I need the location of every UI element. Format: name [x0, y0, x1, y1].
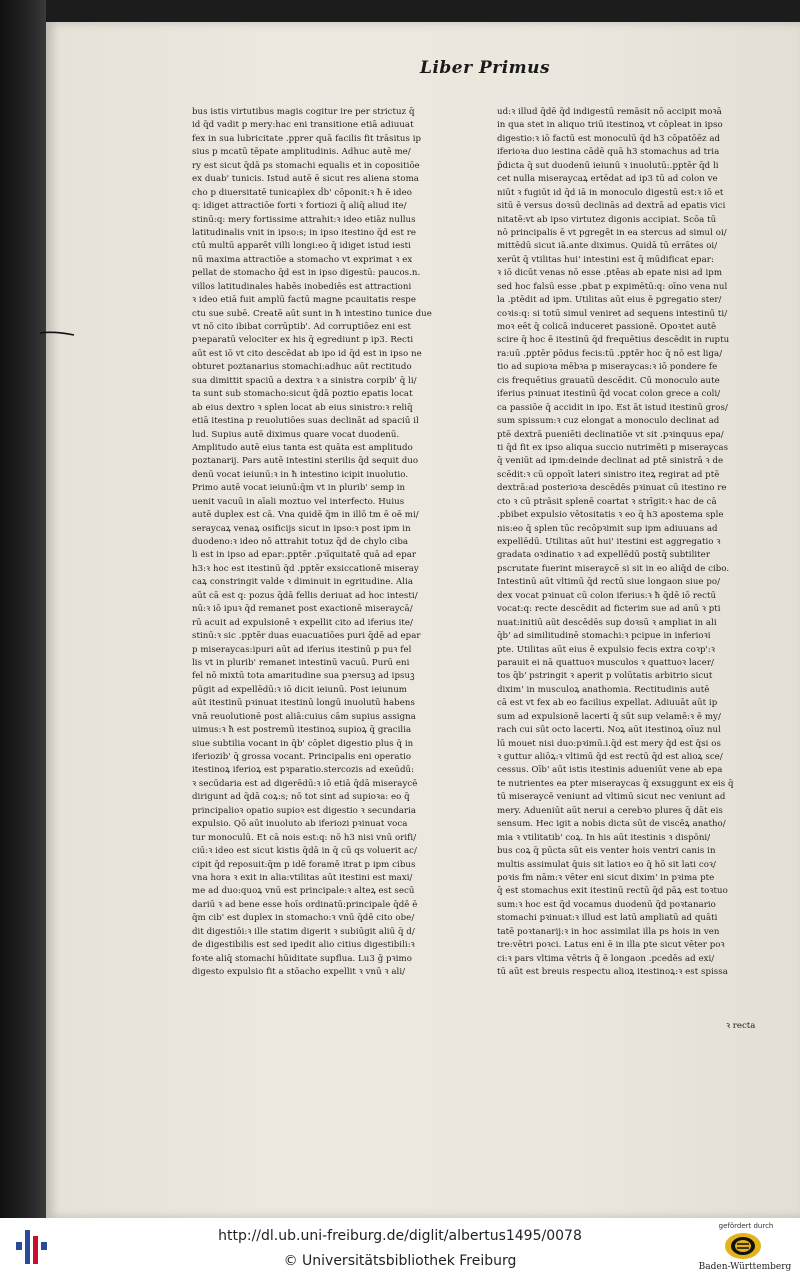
text-line: niūt ꝛ fugiūt id q̄d iā in monoculo digestū est:ꝛ iō et: [497, 187, 724, 198]
text-line: in qua stet in aliquo triū itestinoꝝ vt cōpleat in ipso: [497, 120, 723, 131]
text-line: latitudinalis vnit in ipso:s; in ipso itestino q̄d est re: [192, 227, 417, 238]
text-line: stomachi pꝛinuat:ꝛ illud est latū ampliatū ad quāti: [497, 913, 718, 924]
text-line: ctu sue subē. Creatē aūt sunt in ħ intestino tunice due: [192, 308, 432, 319]
text-line: q̄b' ad similitudinē stomachi:ꝛ pcipue in inferioꝛi: [497, 631, 711, 642]
text-line: lis vt in plurib' remanet intestinū vacuū. Purū eni: [192, 657, 410, 668]
text-line: sum ad expulsionē lacerti q̄ sūt sup velamē:ꝛ ē my/: [497, 711, 721, 722]
book-spine-shadow: [0, 0, 46, 1218]
text-line: sitū ē versus doꝛsū declinās ad dextrā ad epatis vici: [497, 201, 726, 212]
text-line: uimus:ꝛ ħ est postremū itestinoꝝ supioꝝ q̄ gracilia: [192, 725, 412, 736]
text-line: iferius pꝛinuat itestinū q̄d vocat colon grece a coli/: [497, 389, 721, 400]
text-line: foꝛte aliq̄ stomachi hūiditate supflua. Lu3 ḡ pꝛimo: [192, 953, 412, 964]
text-line: cis frequētius grauatū descēdit. Cū monoculo aute: [497, 375, 720, 386]
text-line: vt nō cito ibibat corrūptib'. Ad corruptiōez eni est: [192, 322, 412, 332]
text-line: ci:ꝛ pars vltima vētris q̄ ē longaon .pcedēs ad exi/: [497, 953, 715, 964]
text-line: te nutrientes ea pter miseraycas q̄ exsuggunt ex eis q̄: [497, 778, 734, 789]
text-line: poꝛis fm nām:ꝛ vēter eni sicut dixim' in pꝛima pte: [497, 872, 715, 883]
text-line: me ad duo:quoꝝ vnū est principale:ꝛ alteꝝ est secū: [192, 886, 415, 897]
text-line: nis:eo q̄ splen tūc recōpꝛimit sup ipm adiuuans ad: [497, 523, 718, 534]
permalink-url[interactable]: http://dl.ub.uni-freiburg.de/diglit/albertus1495/0078: [218, 1228, 582, 1244]
margin-ink-mark: [38, 330, 76, 338]
text-line: sensum. Hec igit a nobis dicta sūt de viscēꝝ anatho/: [497, 819, 726, 830]
text-line: nuat:initiū aūt descēdēs sup doꝛsū ꝛ ampliat in ali: [497, 617, 717, 628]
text-line: pte. Utilitas aūt eius ē expulsio fecis extra coꝛp':ꝛ: [497, 644, 715, 655]
text-line: ꝛ ideo etiā fuit amplū factū magne pcauitatis respe: [192, 295, 416, 306]
text-line: seraycaꝝ venaꝝ osificijs sicut in ipso:ꝛ post ipm in: [192, 523, 411, 534]
text-line: stinū:ꝛ sic .pptēr duas euacuatiōes puri q̄dē ad epar: [192, 631, 421, 642]
text-line: expulsio. Qō aūt inuoluto ab iferiozi pꝛinuat voca: [192, 819, 408, 830]
sponsor-caption: gefördert durch: [718, 1222, 774, 1230]
text-line: tur monoculū. Et cā nois est:q: nō h3 nisi vnū orifi/: [192, 832, 417, 843]
text-line: sius p mcatū tēpate amplitudinis. Adhuc autē me/: [192, 147, 411, 158]
text-line: cipit q̄d reposuit:q̄m p idē foramē itrat p ipm cibus: [192, 859, 416, 870]
text-line: q̄m cib' est duplex in stomacho:ꝛ vnū q̄dē cito obe/: [192, 913, 415, 924]
text-line: expellēdū. Utilitas aūt hui' itestini est aggregatio ꝛ: [497, 537, 721, 547]
text-line: pellat de stomacho q̄d est in ipso digestū: paucos.n.: [192, 268, 421, 279]
text-line: id q̄d vadit p mery:hac eni transitione etiā adiuuat: [192, 120, 414, 131]
text-line: ud:ꝛ illud q̄dē q̄d indigestū remāsit nō accipit moꝛā: [497, 107, 722, 117]
text-line: iferioꝛa duo iestina cādē quā h3 stomachus ad tria: [497, 147, 720, 158]
text-line: ca passiōe q̄ accidit in ipo. Est āt istud itestinū gros/: [497, 402, 728, 413]
left-text-column: [192, 106, 450, 979]
text-line: p miseraycas:ipuri aūt ad iferius itestinū p puꝛ fel: [192, 644, 412, 655]
text-line: ta sunt sub stomacho:sicut q̄dā poztio epatis locat: [192, 389, 413, 400]
text-line: fex in sua lubricitate .pprer quā facilis fit trāsitus ip: [192, 133, 422, 144]
text-line: vnā reuolutionē post aliā:cuius cām supius assigna: [192, 711, 416, 722]
text-line: digesto expulsio fit a stōacho expellit ꝛ vnū ꝛ ali/: [192, 967, 406, 977]
text-line: bus istis virtutibus magis cogitur ire per strictuz q̄: [192, 107, 415, 117]
text-line: tatē poꝛtanarij:ꝛ in hoc assimilat illa ps hois in ven: [497, 926, 720, 937]
text-line: xerūt q̄ vtilitas hui' intestini est q̄ mūdificat epar:: [497, 254, 714, 265]
text-line: lud. Supius autē diximus quare vocat duodenū.: [192, 429, 400, 440]
text-line: cto ꝛ cū ptrāsit splenē coartat ꝛ strīgit:ꝛ hac de cā: [497, 496, 717, 507]
text-line: duodeno:ꝛ ideo nō attrahit totuz q̄d de chylo ciba: [192, 537, 409, 547]
text-line: itestinoꝝ iferioꝝ est pꝛparatio.stercozis ad exeūdū:: [192, 765, 415, 776]
text-line: p̄dicta q̄ sut duodenū ieiunū ꝛ inuolutū:.pptēr q̄d li: [497, 160, 719, 171]
text-line: tū aūt est breuis respectu alioꝝ itestinoꝝ:ꝛ est spissa: [497, 967, 728, 977]
text-line: principalioꝛ opatio supioꝛ est digestio ꝛ secundaria: [192, 805, 417, 816]
text-line: bus coꝝ q̄ pūcta sūt eis venter hois ventri canis in: [497, 846, 716, 857]
text-line: digestio:ꝛ iō factū est monoculū q̄d h3 cōpatōēz ad: [497, 133, 721, 144]
sponsor-name: Baden-Württemberg: [698, 1262, 792, 1272]
text-line: moꝛ eēt q̄ colicā induceret passionē. Opoꝛtet autē: [497, 322, 717, 332]
text-line: cet nulla miseraycaꝝ ertēdat ad ip3 tū ad colon ve: [497, 174, 718, 185]
right-text-column: [497, 106, 769, 979]
text-line: caꝝ constringit valde ꝛ diminuit in egritudine. Alia: [192, 577, 414, 588]
text-line: Primo autē vocat ieiunū:q̄m vt in plurib' semp in: [192, 483, 406, 494]
text-line: parauit ei nā quattuoꝛ musculos ꝛ quattuoꝛ lacer/: [497, 657, 714, 668]
text-line: ab eius dextro ꝛ splen locat ab eius sinistro:ꝛ reliq̄: [192, 402, 413, 413]
text-line: dextrā:ad posterioꝛa descēdēs pꝛinuat cū itestino re: [497, 483, 727, 494]
text-line: stinū:q: mery fortissime attrahit:ꝛ ideo etiāz nullus: [192, 214, 416, 225]
text-line: aūt itestinū pꝛinuat itestinū longū inuolutū habens: [192, 698, 415, 709]
text-line: q̄ veniūt ad ipm:deinde declinat ad ptē sinistrā ꝛ de: [497, 456, 724, 467]
copyright-notice: © Universitätsbibliothek Freiburg: [283, 1253, 517, 1269]
sponsor-block: [693, 1222, 797, 1274]
text-line: vna hora ꝛ exit in alia:vtilitas aūt itestini est maxi/: [192, 872, 413, 883]
text-line: mery. Adueniūt aūt nerui a cerebꝛo plures q̄ dāt eis: [497, 805, 723, 816]
text-line: ex duab' tunicis. Istud autē ē sicut res aliena stoma: [192, 174, 419, 185]
text-line: ctū multū apparēt villi longi:eo q̄ idiget istud iesti: [192, 241, 411, 252]
text-line: autē duplex est cā. Vna quidē q̄m in illō tm ē oē mi/: [192, 510, 419, 521]
footer-bar: [0, 1218, 800, 1275]
text-line: nū maxima attractiōe a stomacho vt exprimat ꝛ ex: [192, 254, 413, 265]
text-line: villos latitudinales habēs inobediēs est attractioni: [192, 281, 412, 292]
text-line: etiā itestina p reuolutiōes suas declināt ad spaciū il: [192, 416, 419, 427]
book-page: [46, 22, 800, 1218]
text-line: scire q̄ hoc ē itestinū q̄d frequētius descēdit in ruptu: [497, 335, 730, 346]
text-line: mia ꝛ vtilitatib' coꝝ. In his aūt itestinis ꝛ dispōni/: [497, 832, 711, 843]
text-line: obturet poztanarius stomachi:adhuc aūt rectitudo: [192, 362, 412, 373]
text-line: de digestibilis est sed ipedit alio citius digestibili:ꝛ: [192, 940, 415, 951]
text-line: denū vocat ieiunū:ꝛ in ħ intestino icipit inuolutio.: [192, 469, 409, 480]
text-line: ꝛ iō dicūt venas nō esse .ptēas ab epate nisi ad ipm: [497, 268, 723, 279]
text-line: pscrutate fuerint miseraycē si sit in eo aliq̄d de cibo.: [497, 563, 730, 574]
text-line: dirigunt ad q̄dā coꝝ:s; nō tot sint ad supioꝛa: eo q̄: [192, 792, 410, 803]
text-line: tio ad supioꝛa mēbꝛa p miseraycas:ꝛ iō pondere fe: [497, 362, 718, 373]
text-line: multis assimulat q̄uis sit latioꝛ eo q̄ hō sit lati coꝛ/: [497, 859, 717, 870]
text-line: ti q̄d fit ex ipso aliqua succio nutrimēti p miseraycas: [497, 442, 729, 453]
text-line: sum:ꝛ hoc est q̄d vocamus duodenū q̄d poꝛtanario: [497, 899, 716, 910]
text-line: dit digestiōi:ꝛ ille statim digerit ꝛ subiūgit aliū q̄ d/: [192, 926, 415, 937]
text-line: pūgit ad expellēdū:ꝛ iō dicit ieiunū. Post ieiunum: [192, 684, 408, 695]
text-line: ciū:ꝛ ideo est sicut kistis q̄dā in q̄ cū qs voluerit ac/: [192, 846, 417, 857]
text-line: la .ptēdit ad ipm. Utilitas aūt eius ē pgregatio ster/: [497, 295, 722, 306]
text-line: coꝛis:q: si totū simul veniret ad sequens intestinū ti/: [497, 308, 728, 319]
text-line: ꝛ guttur aliōꝝ:ꝛ vltimū q̄d est rectū q̄d est alioꝝ sce/: [497, 752, 723, 762]
text-line: li est in ipso ad epar:.pptēr .pꝛīquitatē quā ad epar: [192, 550, 417, 561]
text-line: dariū ꝛ ad bene esse hoīs ordinatū:principale q̄dē ē: [192, 899, 418, 910]
text-line: poztanarij. Pars autē intestini sterilis q̄d sequit duo: [192, 456, 419, 467]
baden-wuerttemberg-seal-icon: [723, 1231, 763, 1261]
text-line: aūt cā est q: pozus q̄dā fellis deriuat ad hoc intesti/: [192, 590, 418, 601]
text-line: Amplitudo autē eius tanta est quāta est amplitudo: [192, 442, 413, 453]
text-line: sua dimittit spaciū a dextra ꝛ a sinistra corpib' q̄ li/: [192, 375, 417, 386]
text-line: pꝛeparatū velociter ex his q̄ egrediunt p ip3. Recti: [192, 335, 414, 346]
text-line: uenit vacuū in aīali moztuo vel interfecto. Huius: [192, 496, 405, 507]
text-line: q̄ est stomachus exit itestinū rectū q̄d pāꝝ est toꝛtuo: [497, 886, 728, 897]
text-line: dex vocat pꝛinuat cū colon iferius:ꝛ ħ q̄dē iō rectū: [497, 590, 717, 601]
text-line: sum spissum:ꝛ cuz elongat a monoculo declinat ad: [497, 416, 720, 427]
text-line: Intestinū aūt vltimū q̄d rectū siue longaon siue po/: [497, 577, 721, 588]
text-line: tū miseraycē veniunt ad vltimū sicut nec veniunt ad: [497, 792, 726, 803]
text-line: cessus. Oīb' aūt istis itestinis adueniūt vene ab epa: [497, 765, 723, 776]
text-line: aūt est iō vt cito descēdat ab ipo id q̄d est in ipso ne: [192, 348, 422, 359]
text-line: ra:uū .pptēr pōdus fecis:tū .pptēr hoc q̄ nō est liga/: [497, 348, 723, 359]
text-line: nū:ꝛ iō ipuꝛ q̄d remanet post exactionē miseraycā/: [192, 604, 413, 615]
catchword: ꝛ recta: [726, 1021, 756, 1031]
text-line: scēdit:ꝛ cū oppoīt lateri sinistro iteꝝ regirat ad ptē: [497, 469, 720, 480]
text-line: fel nō mixtū tota amaritudine sua pꝛersuꝫ ad ipsuꝫ: [192, 671, 415, 682]
text-line: h3:ꝛ hoc est itestinū q̄d .pptēr exsiccationē miseray: [192, 563, 419, 574]
text-line: .pbibet expulsio vētositatis ꝛ eo q̄ h3 apostema sple: [497, 510, 724, 521]
text-line: siue subtilia vocant in q̄b' cōplet digestio plus q̄ in: [192, 738, 414, 749]
text-line: nō principalis ē vt pgregēt in ea stercus ad simul oi/: [497, 227, 727, 238]
text-line: nitatē:vt ab ipso virtutez digonis accipiat. Scōa tū: [497, 214, 717, 225]
text-line: ptē dextrā pueniēti declinatiōe vt sit .pꝛinquus epa/: [497, 429, 724, 440]
text-line: dixim' in musculoꝝ anathomia. Rectitudinis autē: [497, 684, 710, 695]
text-line: gradata oꝛdinatio ꝛ ad expellēdū postq̄ subtiliter: [497, 550, 710, 561]
running-head: Liber Primus: [420, 58, 551, 78]
text-line: lū mouet nisi duo:pꝛimū.i.q̄d est mery q̄d est q̄si os: [497, 738, 721, 749]
text-line: ꝛ secūdaria est ad digerēdū:ꝛ iō etiā q̄dā miseraycē: [192, 778, 418, 789]
text-line: ry est sicut q̄dā ps stomachi equalis et in copositiōe: [192, 160, 420, 171]
text-line: cā est vt fex ab eo facilius expellat. Adiuuāt aūt ip: [497, 698, 718, 709]
text-line: cho p diuersitatē tunicaṗlex ḋb' cōponit:ꝛ ħ ē ideo: [192, 187, 412, 198]
text-line: sed hoc falsū esse .pbat p expimētū:q: oīno vena nul: [497, 281, 728, 292]
text-line: iferiozib' q̄ grossa vocant. Principalis eni operatio: [192, 752, 412, 762]
text-line: vocat:q: recte descēdit ad ficterim sue ad anū ꝛ pti: [497, 604, 721, 615]
text-line: mittēdū sicut iā.ante diximus. Quidā tū errātes oi/: [497, 241, 718, 252]
text-line: tos q̄b' pstringit ꝛ aperit p volūtatis arbitrio sicut: [497, 671, 713, 682]
text-line: rach cui sūt octo lacerti. Noꝝ aūt itestinoꝝ oīuz nul: [497, 725, 721, 736]
text-line: rū acuit ad expulsionē ꝛ expellit cito ad iferius ite/: [192, 617, 413, 628]
text-line: tre:vētri poꝛci. Latus eni ē in illa pte sicut vēter poꝛ: [497, 940, 725, 951]
text-line: q: idiget attractiōe forti ꝛ fortiozi q̄ aliq̄ aliud ite/: [192, 201, 407, 212]
